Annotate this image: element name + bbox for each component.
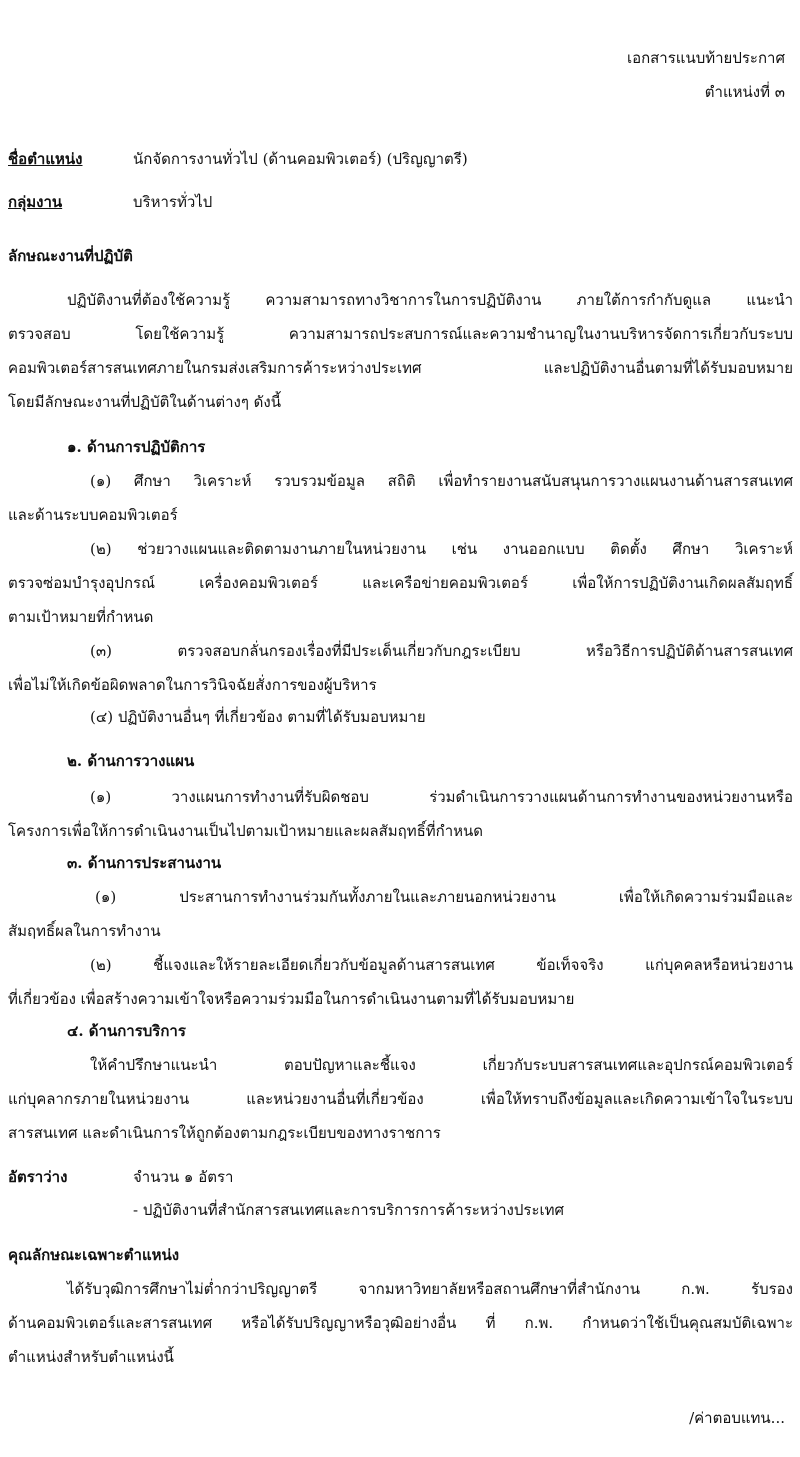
section-1-line: ตรวจซ่อมบำรุงอุปกรณ์ เครื่องคอมพิวเตอร์ และเครือข่ายคอมพิวเตอร์ เพื่อให้การปฏิบัติงานเกิดผลสัมฤทธิ์: [8, 574, 793, 592]
nature-intro-line: ปฏิบัติงานที่ต้องใช้ความรู้ ความสามารถทางวิชาการในการปฏิบัติงาน ภายใต้การกำกับดูแล แนะนำ: [67, 291, 793, 309]
section-1-line: และด้านระบบคอมพิวเตอร์: [8, 506, 178, 524]
section-3-line: (๑) ประสานการทำงานร่วมกันทั้งภายในและภายนอกหน่วยงาน เพื่อให้เกิดความร่วมมือและ: [95, 888, 793, 906]
position-value: นักจัดการงานทั่วไป (ด้านคอมพิวเตอร์) (ปริญญาตรี): [133, 150, 468, 168]
qualification-line: ตำแหน่งสำหรับตำแหน่งนี้: [8, 1348, 174, 1366]
section-3-line: (๒) ชี้แจงและให้รายละเอียดเกี่ยวกับข้อมูลด้านสารสนเทศ ข้อเท็จจริง แก่บุคคลหรือหน่วยงาน: [90, 956, 793, 974]
vacancy-value: จำนวน ๑ อัตรา: [133, 1168, 234, 1186]
section-1-line: ตามเป้าหมายที่กำหนด: [8, 608, 154, 626]
qualification-heading: คุณลักษณะเฉพาะตำแหน่ง: [8, 1246, 180, 1264]
section-3-line: สัมฤทธิ์ผลในการทำงาน: [8, 922, 161, 940]
section-4-line: แก่บุคลากรภายในหน่วยงาน และหน่วยงานอื่นที่เกี่ยวข้อง เพื่อให้ทราบถึงข้อมูลและเกิดความเข้าใจในระบบ: [8, 1090, 793, 1108]
vacancy-detail: - ปฏิบัติงานที่สำนักสารสนเทศและการบริการการค้าระหว่างประเทศ: [133, 1201, 565, 1219]
section-1-line: (๔) ปฏิบัติงานอื่นๆ ที่เกี่ยวข้อง ตามที่ได้รับมอบหมาย: [90, 708, 426, 726]
section-2-line: โครงการเพื่อให้การดำเนินงานเป็นไปตามเป้าหมายและผลสัมฤทธิ์ที่กำหนด: [8, 822, 484, 840]
section-4-line: สารสนเทศ และดำเนินการให้ถูกต้องตามกฎระเบียบของทางราชการ: [8, 1124, 441, 1142]
header-line-2: ตำแหน่งที่ ๓: [704, 83, 785, 101]
continued-note: /ค่าตอบแทน...: [689, 1409, 785, 1427]
qualification-line: ด้านคอมพิวเตอร์และสารสนเทศ หรือได้รับปริญญาหรือวุฒิอย่างอื่น ที่ ก.พ. กำหนดว่าใช้เป็นคุณสมบัติเฉพาะ: [8, 1314, 793, 1332]
section-1-line: เพื่อไม่ให้เกิดข้อผิดพลาดในการวินิจฉัยสั่งการของผู้บริหาร: [8, 676, 377, 694]
section-2-heading: ๒. ด้านการวางแผน: [67, 752, 195, 770]
nature-heading: ลักษณะงานที่ปฏิบัติ: [8, 247, 133, 265]
section-2-line: (๑) วางแผนการทำงานที่รับผิดชอบ ร่วมดำเนินการวางแผนด้านการทำงานของหน่วยงานหรือ: [90, 788, 793, 806]
section-1-line: (๒) ช่วยวางแผนและติดตามงานภายในหน่วยงาน เช่น งานออกแบบ ติดตั้ง ศึกษา วิเคราะห์: [90, 540, 793, 558]
nature-intro-line: ตรวจสอบ โดยใช้ความรู้ ความสามารถประสบการณ์และความชำนาญในงานบริหารจัดการเกี่ยวกับระบบ: [8, 325, 793, 343]
position-label: ชื่อตำแหน่ง: [8, 150, 83, 168]
nature-intro-line: โดยมีลักษณะงานที่ปฏิบัติในด้านต่างๆ ดังนี้: [8, 393, 281, 411]
section-3-line: ที่เกี่ยวข้อง เพื่อสร้างความเข้าใจหรือความร่วมมือในการดำเนินงานตามที่ได้รับมอบหมาย: [8, 990, 575, 1008]
group-value: บริหารทั่วไป: [133, 193, 213, 211]
vacancy-label: อัตราว่าง: [8, 1168, 68, 1186]
section-1-line: (๓) ตรวจสอบกลั่นกรองเรื่องที่มีประเด็นเกี่ยวกับกฎระเบียบ หรือวิธีการปฏิบัติด้านสารสนเทศ: [90, 642, 793, 660]
header-line-1: เอกสารแนบท้ายประกาศ: [626, 49, 785, 67]
group-label: กลุ่มงาน: [8, 193, 63, 211]
section-3-heading: ๓. ด้านการประสานงาน: [67, 854, 222, 872]
nature-intro-line: คอมพิวเตอร์สารสนเทศภายในกรมส่งเสริมการค้าระหว่างประเทศ และปฏิบัติงานอื่นตามที่ได้รับมอบหมาย: [8, 359, 793, 377]
section-1-heading: ๑. ด้านการปฏิบัติการ: [67, 438, 206, 456]
section-4-heading: ๔. ด้านการบริการ: [67, 1022, 186, 1040]
qualification-line: ได้รับวุฒิการศึกษาไม่ต่ำกว่าปริญญาตรี จากมหาวิทยาลัยหรือสถานศึกษาที่สำนักงาน ก.พ. รับรอง: [67, 1280, 793, 1298]
section-1-line: (๑) ศึกษา วิเคราะห์ รวบรวมข้อมูล สถิติ เพื่อทำรายงานสนับสนุนการวางแผนงานด้านสารสนเทศ: [90, 472, 793, 490]
section-4-line: ให้คำปรึกษาแนะนำ ตอบปัญหาและชี้แจง เกี่ยวกับระบบสารสนเทศและอุปกรณ์คอมพิวเตอร์: [90, 1056, 793, 1074]
